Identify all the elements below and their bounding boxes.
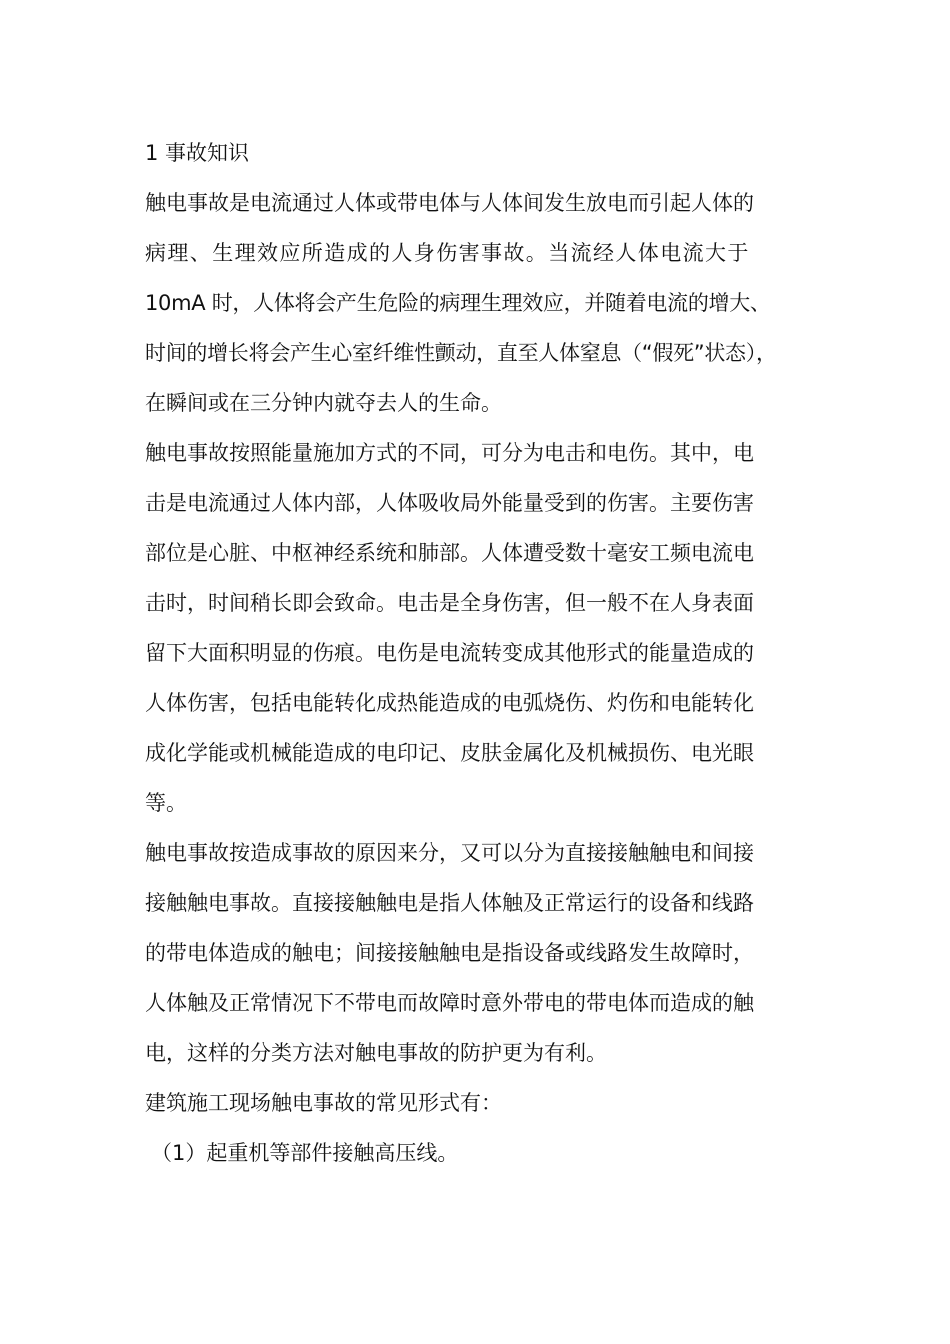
text-line: 留下大面积明显的伤痕。电伤是电流转变成其他形式的能量造成的 <box>145 641 754 665</box>
paragraph-common-forms-intro <box>145 1078 815 1128</box>
text-line: 病理、生理效应所造成的人身伤害事故。当流经人体电流大于 <box>145 241 750 265</box>
text-line: 击时，时间稍长即会致命。电击是全身伤害，但一般不在人身表面 <box>145 591 754 615</box>
text-line: 部位是心脏、中枢神经系统和肺部。人体遭受数十毫安工频电流电 <box>145 541 754 565</box>
paragraph-electric-shock-definition <box>145 178 815 428</box>
text-line: 时间的增长将会产生心室纤维性颤动，直至人体窒息（“假死”状态）， <box>145 341 777 365</box>
text-line: 电，这样的分类方法对触电事故的防护更为有利。 <box>145 1041 607 1065</box>
text-line: 的带电体造成的触电；间接接触触电是指设备或线路发生故障时， <box>145 941 754 965</box>
text-line: 人体伤害，包括电能转化成热能造成的电弧烧伤、灼伤和电能转化 <box>145 691 754 715</box>
text-line: 接触触电事故。直接接触触电是指人体触及正常运行的设备和线路 <box>145 891 754 915</box>
text-line: 在瞬间或在三分钟内就夺去人的生命。 <box>145 391 502 415</box>
text-line: 触电事故按照能量施加方式的不同，可分为电击和电伤。其中，电 <box>145 441 754 465</box>
paragraph-direct-indirect-contact <box>145 828 815 1078</box>
text-line: 人体触及正常情况下不带电而故障时意外带电的带电体而造成的触 <box>145 991 754 1015</box>
text-line: 触电事故是电流通过人体或带电体与人体间发生放电而引起人体的 <box>145 191 754 215</box>
text-line: 建筑施工现场触电事故的常见形式有： <box>145 1091 502 1115</box>
list-item: （1）起重机等部件接触高压线。 <box>151 1141 459 1165</box>
text-line: 10mA 时，人体将会产生危险的病理生理效应，并随着电流的增大、 <box>145 291 771 315</box>
text-line: 等。 <box>145 791 187 815</box>
text-line: 成化学能或机械能造成的电印记、皮肤金属化及机械损伤、电光眼 <box>145 741 754 765</box>
text-line: 触电事故按造成事故的原因来分，又可以分为直接接触触电和间接 <box>145 841 754 865</box>
section-heading: 1 事故知识 <box>145 141 250 165</box>
common-forms-list <box>145 1128 815 1178</box>
document-body <box>145 128 815 1178</box>
paragraph-shock-and-injury-types <box>145 428 815 828</box>
text-line: 击是电流通过人体内部，人体吸收局外能量受到的伤害。主要伤害 <box>145 491 754 515</box>
